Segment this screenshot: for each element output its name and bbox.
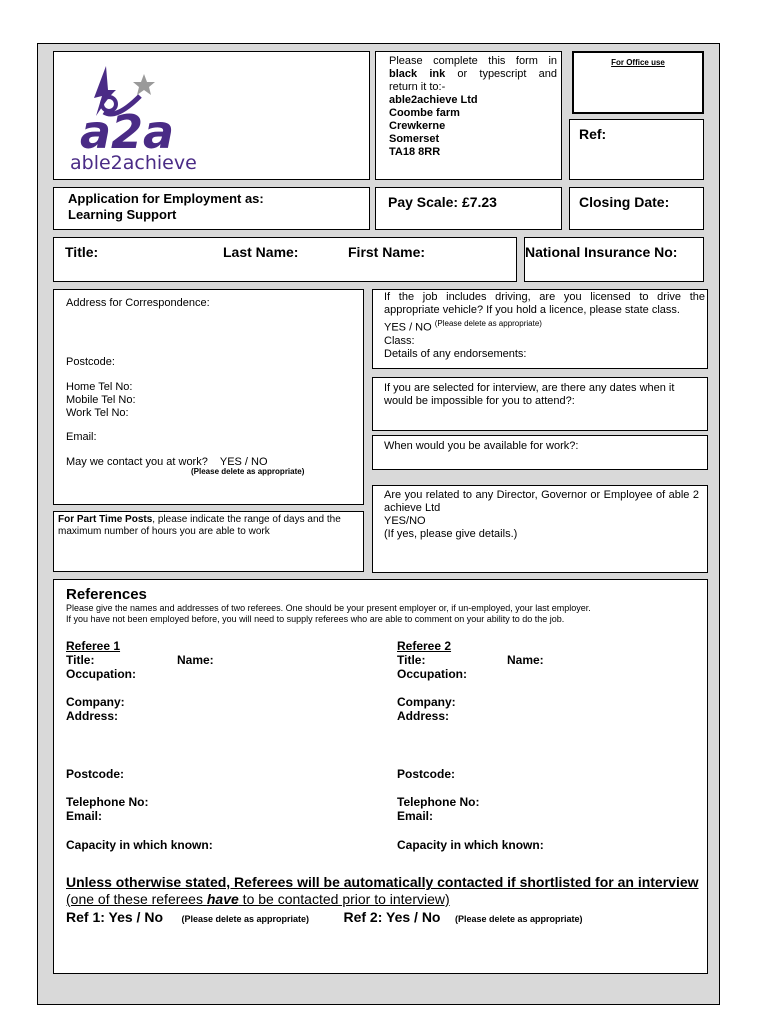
driving-yes-no: YES / NO $^{(Please delete as appropriate)}$ <box>384 319 542 334</box>
referee-1-company-label: Company: <box>66 695 125 709</box>
related-box <box>372 485 708 573</box>
availability-question: When would you be available for work?: <box>384 440 579 452</box>
job-title: Learning Support <box>68 207 177 222</box>
ref-2-consent[interactable]: Ref 2: Yes / No <box>343 909 441 925</box>
work-tel-label: Work Tel No: <box>66 407 129 419</box>
referee-2-company-label: Company: <box>397 695 456 709</box>
referee-1-address-label: Address: <box>66 709 119 723</box>
application-heading: Application for Employment as: <box>68 191 264 206</box>
referee-contact-notice: Unless otherwise stated, Referees will be automatically contacted if shortlisted for an interview (one of these referees have to be contacted prior to interview) <box>66 874 699 907</box>
referee-1-occupation-label: Occupation: <box>66 667 137 681</box>
interview-dates-question: If you are selected for interview, are there any dates when it would be impossible for you to attend?: <box>384 382 675 407</box>
return-instructions <box>375 51 562 180</box>
closing-date-box <box>569 187 704 230</box>
office-use-box <box>572 51 704 114</box>
return-address-line: TA18 8RR <box>389 146 441 158</box>
referee-consent-row <box>66 909 583 927</box>
referee-1-capacity-label: Capacity in which known: <box>66 838 213 852</box>
referee-1-postcode-label: Postcode: <box>66 767 125 781</box>
referee-2-address-label: Address: <box>397 709 450 723</box>
return-address-line: Crewkerne <box>389 120 446 132</box>
title-field-label: Title: <box>65 244 99 260</box>
address-box <box>53 289 364 505</box>
ref-field[interactable] <box>569 119 704 180</box>
ni-number-label: National Insurance No: <box>525 244 678 260</box>
logo-box <box>53 51 370 180</box>
referee-2-email-label: Email: <box>397 809 434 823</box>
name-row <box>53 237 517 282</box>
referee-2-postcode-label: Postcode: <box>397 767 456 781</box>
related-yes-no: YES/NO <box>384 515 426 527</box>
part-time-box <box>53 511 364 572</box>
return-address-line: Coombe farm <box>389 107 460 119</box>
referee-1-heading: Referee 1 <box>66 639 121 653</box>
home-tel-label: Home Tel No: <box>66 381 133 393</box>
office-use-label: For Office use <box>611 58 665 67</box>
referee-2-name-label: Name: <box>507 653 544 667</box>
first-name-field-label: First Name: <box>348 244 426 260</box>
svg-text:a2a: a2a <box>80 105 175 159</box>
return-address-line: Somerset <box>389 133 440 145</box>
position-box <box>53 187 370 230</box>
references-heading: References <box>66 586 147 603</box>
svg-text:able2achieve: able2achieve <box>70 152 197 174</box>
driving-box <box>372 289 708 369</box>
last-name-field-label: Last Name: <box>223 244 299 260</box>
pay-scale-box <box>375 187 562 230</box>
references-intro: Please give the names and addresses of two referees. One should be your present employer or, if un-employed, your last employer. If you have not been employed before, you will need to supply referees who are able to comment on your ability to do the job. <box>66 603 591 624</box>
instructions-line: return it to:- <box>389 81 446 93</box>
related-question: Are you related to any Director, Governor or Employee of able 2 achieve Ltd <box>384 489 699 514</box>
referee-2-title-label: Title: <box>397 653 426 667</box>
related-details-label: (If yes, please give details.) <box>384 528 518 540</box>
email-label: Email: <box>66 431 97 443</box>
mobile-tel-label: Mobile Tel No: <box>66 394 136 406</box>
referee-2-heading: Referee 2 <box>397 639 452 653</box>
address-label: Address for Correspondence: <box>66 297 210 309</box>
pay-scale: Pay Scale: £7.23 <box>388 194 497 210</box>
instructions-line: Please complete this form in <box>389 55 557 67</box>
referee-2-telephone-label: Telephone No: <box>397 795 480 809</box>
delete-note: (Please delete as appropriate) <box>454 914 583 924</box>
referee-2-capacity-label: Capacity in which known: <box>397 838 544 852</box>
postcode-label: Postcode: <box>66 356 115 368</box>
references-box <box>53 579 708 974</box>
availability-box <box>372 435 708 470</box>
referee-1-title-label: Title: <box>66 653 95 667</box>
instructions-line: black ink or typescript and <box>389 68 558 80</box>
able2achieve-logo <box>64 56 224 176</box>
ref-1-consent[interactable]: Ref 1: Yes / No <box>66 909 164 925</box>
ni-box <box>524 237 704 282</box>
delete-note: (Please delete as appropriate) <box>191 467 305 476</box>
interview-dates-box <box>372 377 708 431</box>
part-time-text: For Part Time Posts, please indicate the range of days and the maximum number of hours you are able to work <box>58 514 341 537</box>
referee-1-name-label: Name: <box>177 653 214 667</box>
referee-2 <box>397 639 544 852</box>
referee-1 <box>66 639 213 852</box>
delete-note: (Please delete as appropriate) <box>181 914 310 924</box>
return-address-line: able2achieve Ltd <box>389 94 478 106</box>
driving-question: If the job includes driving, are you licensed to drive the appropriate vehicle? If you hold a licence, please state class. <box>384 291 705 316</box>
closing-date-label: Closing Date: <box>579 194 670 210</box>
referee-1-email-label: Email: <box>66 809 103 823</box>
contact-at-work-label: May we contact you at work? YES / NO <box>66 456 268 468</box>
application-form <box>37 43 720 1005</box>
endorsements-label: Details of any endorsements: <box>384 347 527 360</box>
referee-1-telephone-label: Telephone No: <box>66 795 149 809</box>
referee-2-occupation-label: Occupation: <box>397 667 468 681</box>
licence-class-label: Class: <box>384 334 415 347</box>
ref-label: Ref: <box>579 126 607 142</box>
